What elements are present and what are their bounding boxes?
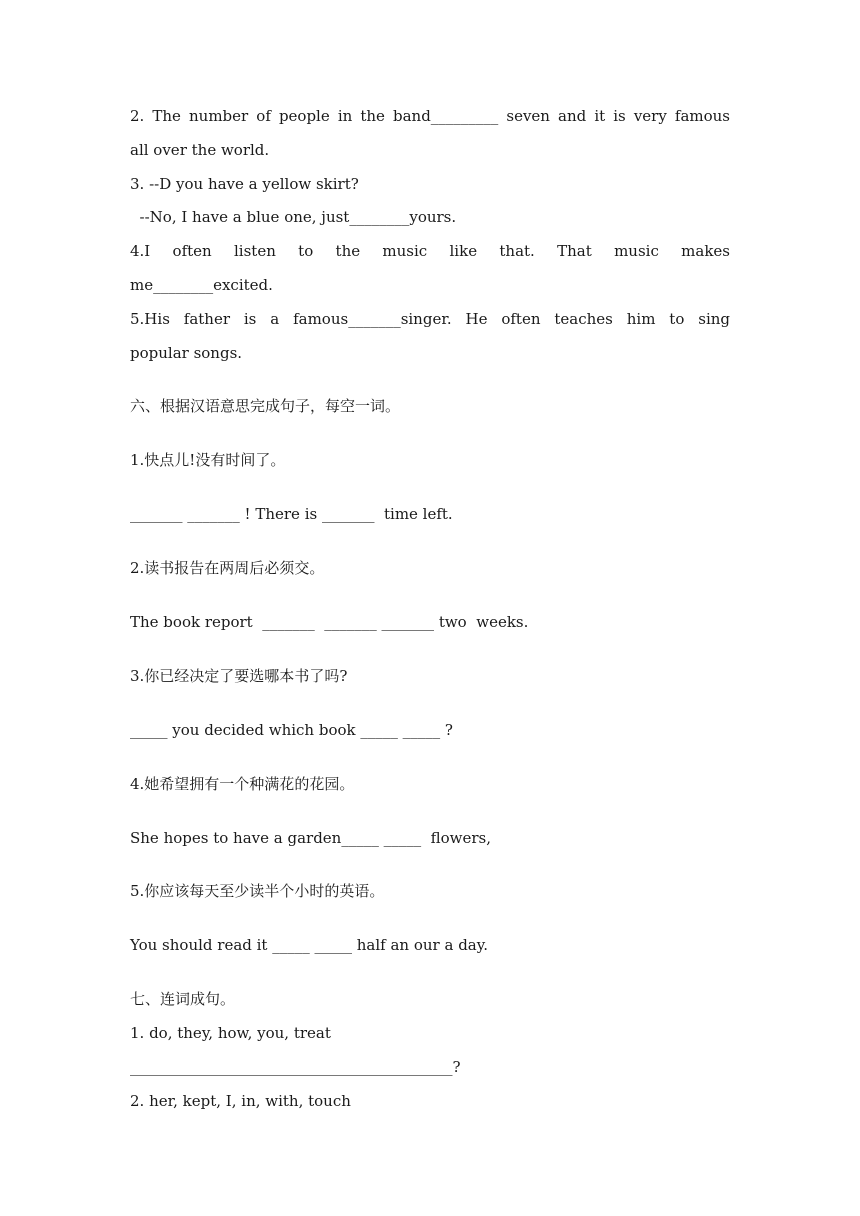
s5-q4-line2: me________excited.	[130, 276, 273, 294]
s6-item1-chinese: 1.快点儿!没有时间了。	[130, 451, 286, 469]
s5-q5-line2: popular songs.	[130, 344, 243, 362]
s5-q3-line2: --No, I have a blue one, just________yours.	[130, 208, 457, 226]
s5-q3-line1: 3. --D you have a yellow skirt?	[130, 175, 359, 193]
s6-item2-english: The book report _______ _______ _______ two weeks.	[130, 613, 529, 631]
s7-q1-words: 1. do, they, how, you, treat	[130, 1024, 331, 1042]
s5-q4-line1: 4.I often listen to the music like that. That music makes	[130, 242, 730, 260]
s5-q2-line1: 2. The number of people in the band_________ seven and it is very famous	[130, 107, 730, 125]
s6-item2-chinese: 2.读书报告在两周后必须交。	[130, 559, 325, 577]
s6-item3-chinese: 3.你已经决定了要选哪本书了吗?	[130, 667, 348, 685]
s6-item5-english: You should read it _____ _____ half an our a day.	[130, 936, 488, 954]
s5-q5-line1: 5.His father is a famous_______singer. He often teaches him to sing	[130, 310, 730, 328]
s6-item5-chinese: 5.你应该每天至少读半个小时的英语。	[130, 882, 385, 900]
s6-item3-english: _____ you decided which book _____ _____ ?	[130, 721, 453, 739]
s5-q2-line2: all over the world.	[130, 141, 270, 159]
s6-item4-english: She hopes to have a garden_____ _____ flowers,	[130, 829, 492, 847]
s7-q1-answer-line: ___________________________________________?	[130, 1058, 461, 1076]
s7-q2-words: 2. her, kept, I, in, with, touch	[130, 1092, 351, 1110]
section6-heading: 六、根据汉语意思完成句子，每空一词。	[130, 397, 401, 415]
s6-item1-english: _______ _______ ! There is _______ time left.	[130, 505, 453, 523]
s6-item4-chinese: 4.她希望拥有一个种满花的花园。	[130, 775, 355, 793]
section7-heading: 七、连词成句。	[130, 990, 236, 1008]
